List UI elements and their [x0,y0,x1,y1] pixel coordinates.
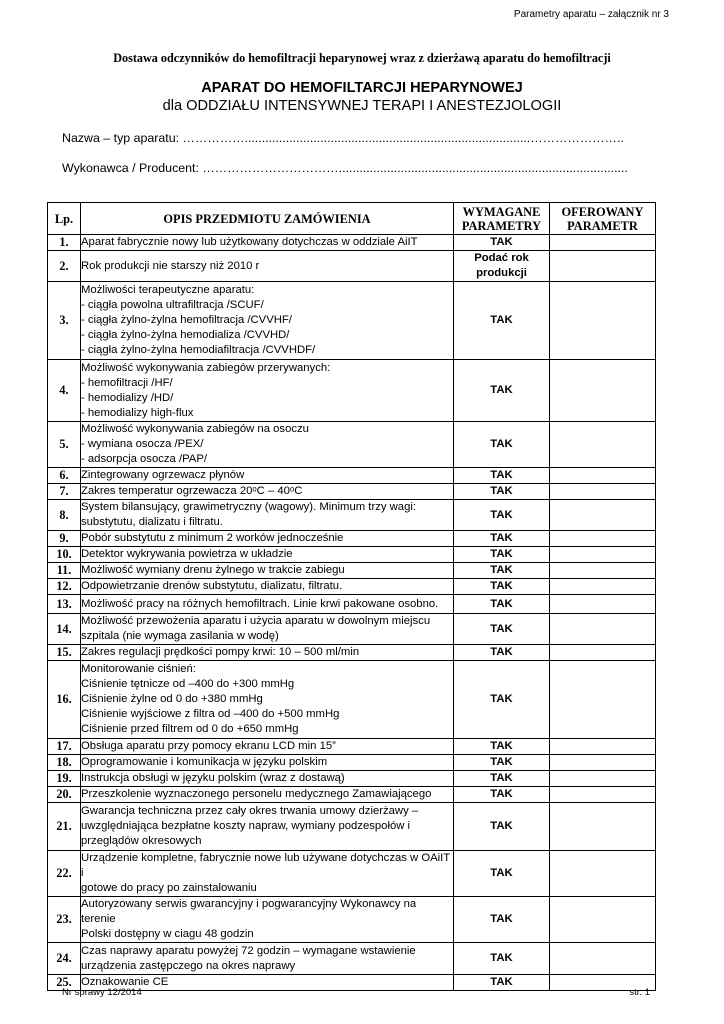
row-offered-cell[interactable] [550,282,656,360]
table-row [48,755,656,771]
row-required: TAK [454,943,550,975]
row-offered-cell[interactable] [550,897,656,943]
row-description: Urządzenie kompletne, fabrycznie nowe lub używane dotychczas w OAiIT i gotowe do pracy po zainstalowaniu [81,851,454,897]
row-required: TAK [454,500,550,531]
row-description: Zakres regulacji prędkości pompy krwi: 10 – 500 ml/min [81,645,454,661]
row-offered-cell[interactable] [550,943,656,975]
row-number: 1. [48,235,81,251]
table-row [48,851,656,897]
row-offered-cell[interactable] [550,422,656,468]
row-description: Gwarancja techniczna przez cały okres trwania umowy dzierżawy – uwzględniająca bezpłatne koszty napraw, wymiany podzespołów i przeglądów okresowych [81,803,454,851]
page-title: APARAT DO HEMOFILTARCJI HEPARYNOWEJ [201,80,523,96]
row-description: Możliwość pracy na różnych hemofiltrach. Linie krwi pakowane osobno. [81,595,454,614]
row-number: 9. [48,531,81,547]
row-number: 4. [48,360,81,422]
table-row [48,235,656,251]
row-offered-cell[interactable] [550,739,656,755]
row-required: TAK [454,739,550,755]
row-number: 6. [48,468,81,484]
row-description: Pobór substytutu z minimum 2 worków jednocześnie [81,531,454,547]
row-offered-cell[interactable] [550,661,656,739]
header-offered: OFEROWANY PARAMETR [550,203,656,235]
row-required: TAK [454,787,550,803]
row-description: Zakres temperatur ogrzewacza 20ᵒC – 40ᵒC [81,484,454,500]
table-row [48,531,656,547]
row-description: Obsługa aparatu przy pomocy ekranu LCD min 15” [81,739,454,755]
row-number: 2. [48,251,81,282]
table-row [48,563,656,579]
row-number: 25. [48,975,81,991]
row-description: Oznakowanie CE [81,975,454,991]
row-number: 18. [48,755,81,771]
row-offered-cell[interactable] [550,755,656,771]
row-required: TAK [454,771,550,787]
table-row [48,579,656,595]
row-required: TAK [454,851,550,897]
row-required: TAK [454,803,550,851]
row-number: 3. [48,282,81,360]
table-row [48,803,656,851]
row-number: 23. [48,897,81,943]
row-offered-cell[interactable] [550,771,656,787]
row-number: 13. [48,595,81,614]
row-required: TAK [454,468,550,484]
table-row [48,614,656,645]
row-description: Możliwości terapeutyczne aparatu: - ciągła powolna ultrafiltracja /SCUF/ - ciągła żylno-żylna hemofiltracja /CVVHF/ - ciągła żylno-żylna hemodializa /CVVHD/ - ciągła żylno-żylna hemodiafiltracja /CVVHDF/ [81,282,454,360]
table-body [48,235,656,991]
row-number: 20. [48,787,81,803]
row-description: Odpowietrzanie drenów substytutu, dializatu, filtratu. [81,579,454,595]
row-description: Monitorowanie ciśnień: Ciśnienie tętnicze od –400 do +300 mmHg Ciśnienie żylne od 0 do +380 mmHg Ciśnienie wyjściowe z filtra od –400 do +500 mmHg Ciśnienie przed filtrem od 0 do +650 mmHg [81,661,454,739]
row-required: TAK [454,360,550,422]
row-offered-cell[interactable] [550,645,656,661]
row-required: TAK [454,579,550,595]
row-required: TAK [454,422,550,468]
row-description: Możliwość wykonywania zabiegów przerywanych: - hemofiltracji /HF/ - hemodializy /HD/ - hemodializy high-flux [81,360,454,422]
row-offered-cell[interactable] [550,251,656,282]
table-row [48,771,656,787]
row-description: Możliwość wykonywania zabiegów na osoczu - wymiana osocza /PEX/ - adsorpcja osocza /PAP/ [81,422,454,468]
case-number: Nr sprawy 12/2014 [62,987,142,998]
table-row [48,251,656,282]
row-offered-cell[interactable] [550,547,656,563]
row-offered-cell[interactable] [550,563,656,579]
table-header-row [48,203,656,235]
row-offered-cell[interactable] [550,468,656,484]
row-description: System bilansujący, grawimetryczny (wagowy). Minimum trzy wagi: substytutu, dializatu i filtratu. [81,500,454,531]
row-description: Możliwość wymiany drenu żylnego w trakcie zabiegu [81,563,454,579]
table-row [48,282,656,360]
row-offered-cell[interactable] [550,484,656,500]
row-number: 22. [48,851,81,897]
row-number: 5. [48,422,81,468]
table-row [48,468,656,484]
row-required: TAK [454,975,550,991]
table-row [48,787,656,803]
row-offered-cell[interactable] [550,531,656,547]
row-required: TAK [454,531,550,547]
row-required: TAK [454,282,550,360]
page-subtitle: dla ODDZIAŁU INTENSYWNEJ TERAPI I ANESTEZJOLOGII [162,98,562,114]
row-description: Przeszkolenie wyznaczonego personelu medycznego Zamawiającego [81,787,454,803]
producer-field: Wykonawca / Producent: …………………………….................................................................................... [62,161,628,175]
row-description: Autoryzowany serwis gwarancyjny i pogwarancyjny Wykonawcy na terenie Polski dostępny w ciagu 48 godzin [81,897,454,943]
table-row [48,422,656,468]
table-row [48,897,656,943]
row-required: Podać rok produkcji [454,251,550,282]
row-offered-cell[interactable] [550,235,656,251]
row-offered-cell[interactable] [550,787,656,803]
row-required: TAK [454,661,550,739]
row-required: TAK [454,563,550,579]
row-number: 17. [48,739,81,755]
table-row [48,484,656,500]
row-required: TAK [454,614,550,645]
table-row [48,943,656,975]
row-description: Aparat fabrycznie nowy lub użytkowany dotychczas w oddziale AiIT [81,235,454,251]
header-description: OPIS PRZEDMIOTU ZAMÓWIENIA [81,203,454,235]
row-number: 15. [48,645,81,661]
row-description: Czas naprawy aparatu powyżej 72 godzin – wymagane wstawienie urządzenia zastępczego na okres naprawy [81,943,454,975]
row-description: Rok produkcji nie starszy niż 2010 r [81,251,454,282]
row-number: 14. [48,614,81,645]
row-required: TAK [454,547,550,563]
row-description: Detektor wykrywania powietrza w układzie [81,547,454,563]
attachment-note: Parametry aparatu – załącznik nr 3 [513,9,669,20]
row-offered-cell[interactable] [550,579,656,595]
row-number: 24. [48,943,81,975]
table-row [48,595,656,614]
row-required: TAK [454,484,550,500]
row-number: 7. [48,484,81,500]
row-required: TAK [454,755,550,771]
row-number: 8. [48,500,81,531]
specification-table [47,202,656,991]
row-offered-cell[interactable] [550,851,656,897]
table-row [48,360,656,422]
row-description: Możliwość przewożenia aparatu i użycia aparatu w dowolnym miejscu szpitala (nie wymaga zasilania w wodę) [81,614,454,645]
row-number: 16. [48,661,81,739]
row-description: Oprogramowanie i komunikacja w języku polskim [81,755,454,771]
row-required: TAK [454,235,550,251]
delivery-title: Dostawa odczynników do hemofiltracji heparynowej wraz z dzierżawą aparatu do hemofiltracji [113,51,611,65]
table-row [48,739,656,755]
row-offered-cell[interactable] [550,614,656,645]
table-row [48,547,656,563]
header-lp: Lp. [48,203,81,235]
row-number: 10. [48,547,81,563]
header-required: WYMAGANE PARAMETRY [454,203,550,235]
row-number: 12. [48,579,81,595]
row-required: TAK [454,897,550,943]
row-number: 19. [48,771,81,787]
row-offered-cell[interactable] [550,803,656,851]
table-row [48,500,656,531]
row-description: Instrukcja obsługi w języku polskim (wraz z dostawą) [81,771,454,787]
row-number: 11. [48,563,81,579]
table-row [48,645,656,661]
device-name-field: Nazwa – typ aparatu: ……………...................................................................................………………….. [62,131,624,145]
row-offered-cell[interactable] [550,360,656,422]
page-number: str. 1 [629,987,650,998]
row-required: TAK [454,645,550,661]
row-required: TAK [454,595,550,614]
row-offered-cell[interactable] [550,500,656,531]
row-number: 21. [48,803,81,851]
row-offered-cell[interactable] [550,595,656,614]
table-row [48,661,656,739]
row-description: Zintegrowany ogrzewacz płynów [81,468,454,484]
